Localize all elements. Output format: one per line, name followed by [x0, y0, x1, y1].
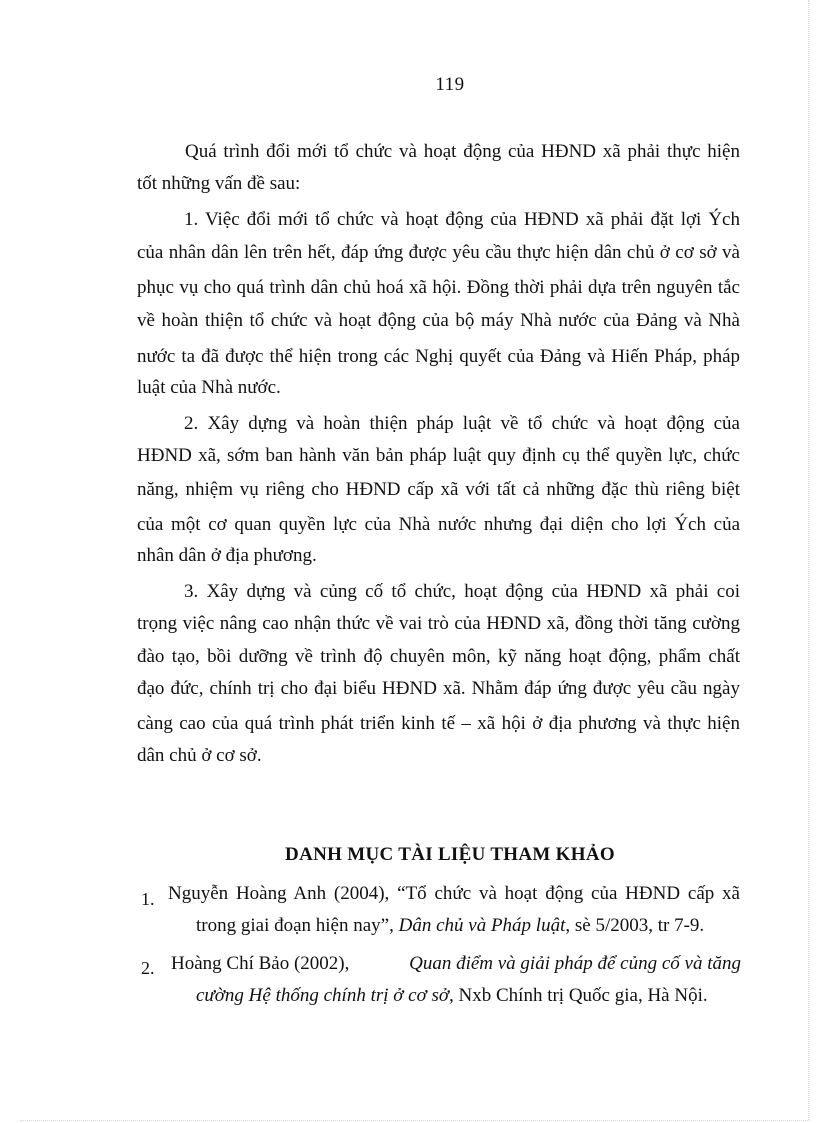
intro-line-1: Quá trình đổi mới tổ chức và hoạt động của HĐND xã phải thực hiện	[185, 141, 740, 162]
reference-line: Nguyễn Hoàng Anh (2004), “Tổ chức và hoạt động của HĐND cấp xã	[168, 883, 740, 904]
point-2-line: nhân dân ở địa phương.	[137, 545, 317, 566]
point-3-line: trọng việc nâng cao nhận thức về vai trò của HĐND xã, đồng thời tăng cường	[137, 613, 740, 634]
intro-line-2: tốt những vấn đề sau:	[137, 173, 301, 194]
point-1-line: 1. Việc đổi mới tổ chức và hoạt động của HĐND xã phải đặt lợi Ých	[184, 209, 740, 230]
point-2-line: 2. Xây dựng và hoàn thiện pháp luật về tổ chức và hoạt động của	[184, 413, 740, 434]
reference-number: 1.	[141, 889, 155, 909]
point-1-line: luật của Nhà nước.	[137, 377, 281, 398]
page-number: 119	[435, 74, 465, 95]
reference-text: Hoàng Chí Bảo (2002),	[171, 953, 355, 974]
reference-text: Nxb Chính trị Quốc gia, Hà Nội.	[453, 985, 708, 1006]
point-3-line: đào tạo, bồi dưỡng về trình độ chuyên môn, kỹ năng hoạt động, phẩm chất	[137, 646, 740, 667]
point-1-line: phục vụ cho quá trình dân chủ hoá xã hội. Đồng thời phải dựa trên nguyên tắc	[137, 277, 740, 298]
reference-line	[196, 983, 708, 1009]
reference-title: cường Hệ thống chính trị ở cơ sở,	[196, 985, 454, 1006]
point-1-line: về hoàn thiện tổ chức và hoạt động của bộ máy Nhà nước của Đảng và Nhà	[137, 310, 740, 331]
reference-text: trong giai đoạn hiện nay”,	[196, 915, 399, 936]
point-2-line: HĐND xã, sớm ban hành văn bản pháp luật quy định cụ thể quyền lực, chức	[137, 445, 740, 466]
reference-number: 2.	[141, 958, 155, 978]
point-1-line: nước ta đã được thể hiện trong các Nghị quyết của Đảng và Hiến Pháp, pháp	[137, 346, 740, 367]
reference-line	[171, 951, 741, 977]
point-1-line: của nhân dân lên trên hết, đáp ứng được yêu cầu thực hiện dân chủ ở cơ sở và	[137, 242, 740, 263]
point-3-line: càng cao của quá trình phát triển kinh tế – xã hội ở địa phương và thực hiện	[137, 713, 740, 734]
point-3-line: 3. Xây dựng và củng cố tổ chức, hoạt động của HĐND xã phải coi	[184, 581, 740, 602]
reference-title: Quan điểm và giải pháp để củng cố và tăng	[409, 953, 741, 974]
page-edge-right	[808, 0, 809, 1120]
reference-line	[196, 913, 704, 939]
reference-journal: Dân chủ và Pháp luật	[398, 915, 566, 936]
reference-text: , sè 5/2003, tr 7-9.	[565, 915, 705, 936]
point-2-line: của một cơ quan quyền lực của Nhà nước nhưng đại diện cho lợi Ých của	[137, 514, 740, 535]
point-3-line: đạo đức, chính trị cho đại biểu HĐND xã. Nhằm đáp ứng được yêu cầu ngày	[137, 678, 740, 699]
references-title: DANH MỤC TÀI LIỆU THAM KHẢO	[285, 844, 615, 865]
point-2-line: năng, nhiệm vụ riêng cho HĐND cấp xã với tất cả những đặc thù riêng biệt	[137, 479, 740, 500]
page-edge-bottom	[20, 1120, 810, 1121]
point-3-line: dân chủ ở cơ sở.	[137, 745, 262, 766]
